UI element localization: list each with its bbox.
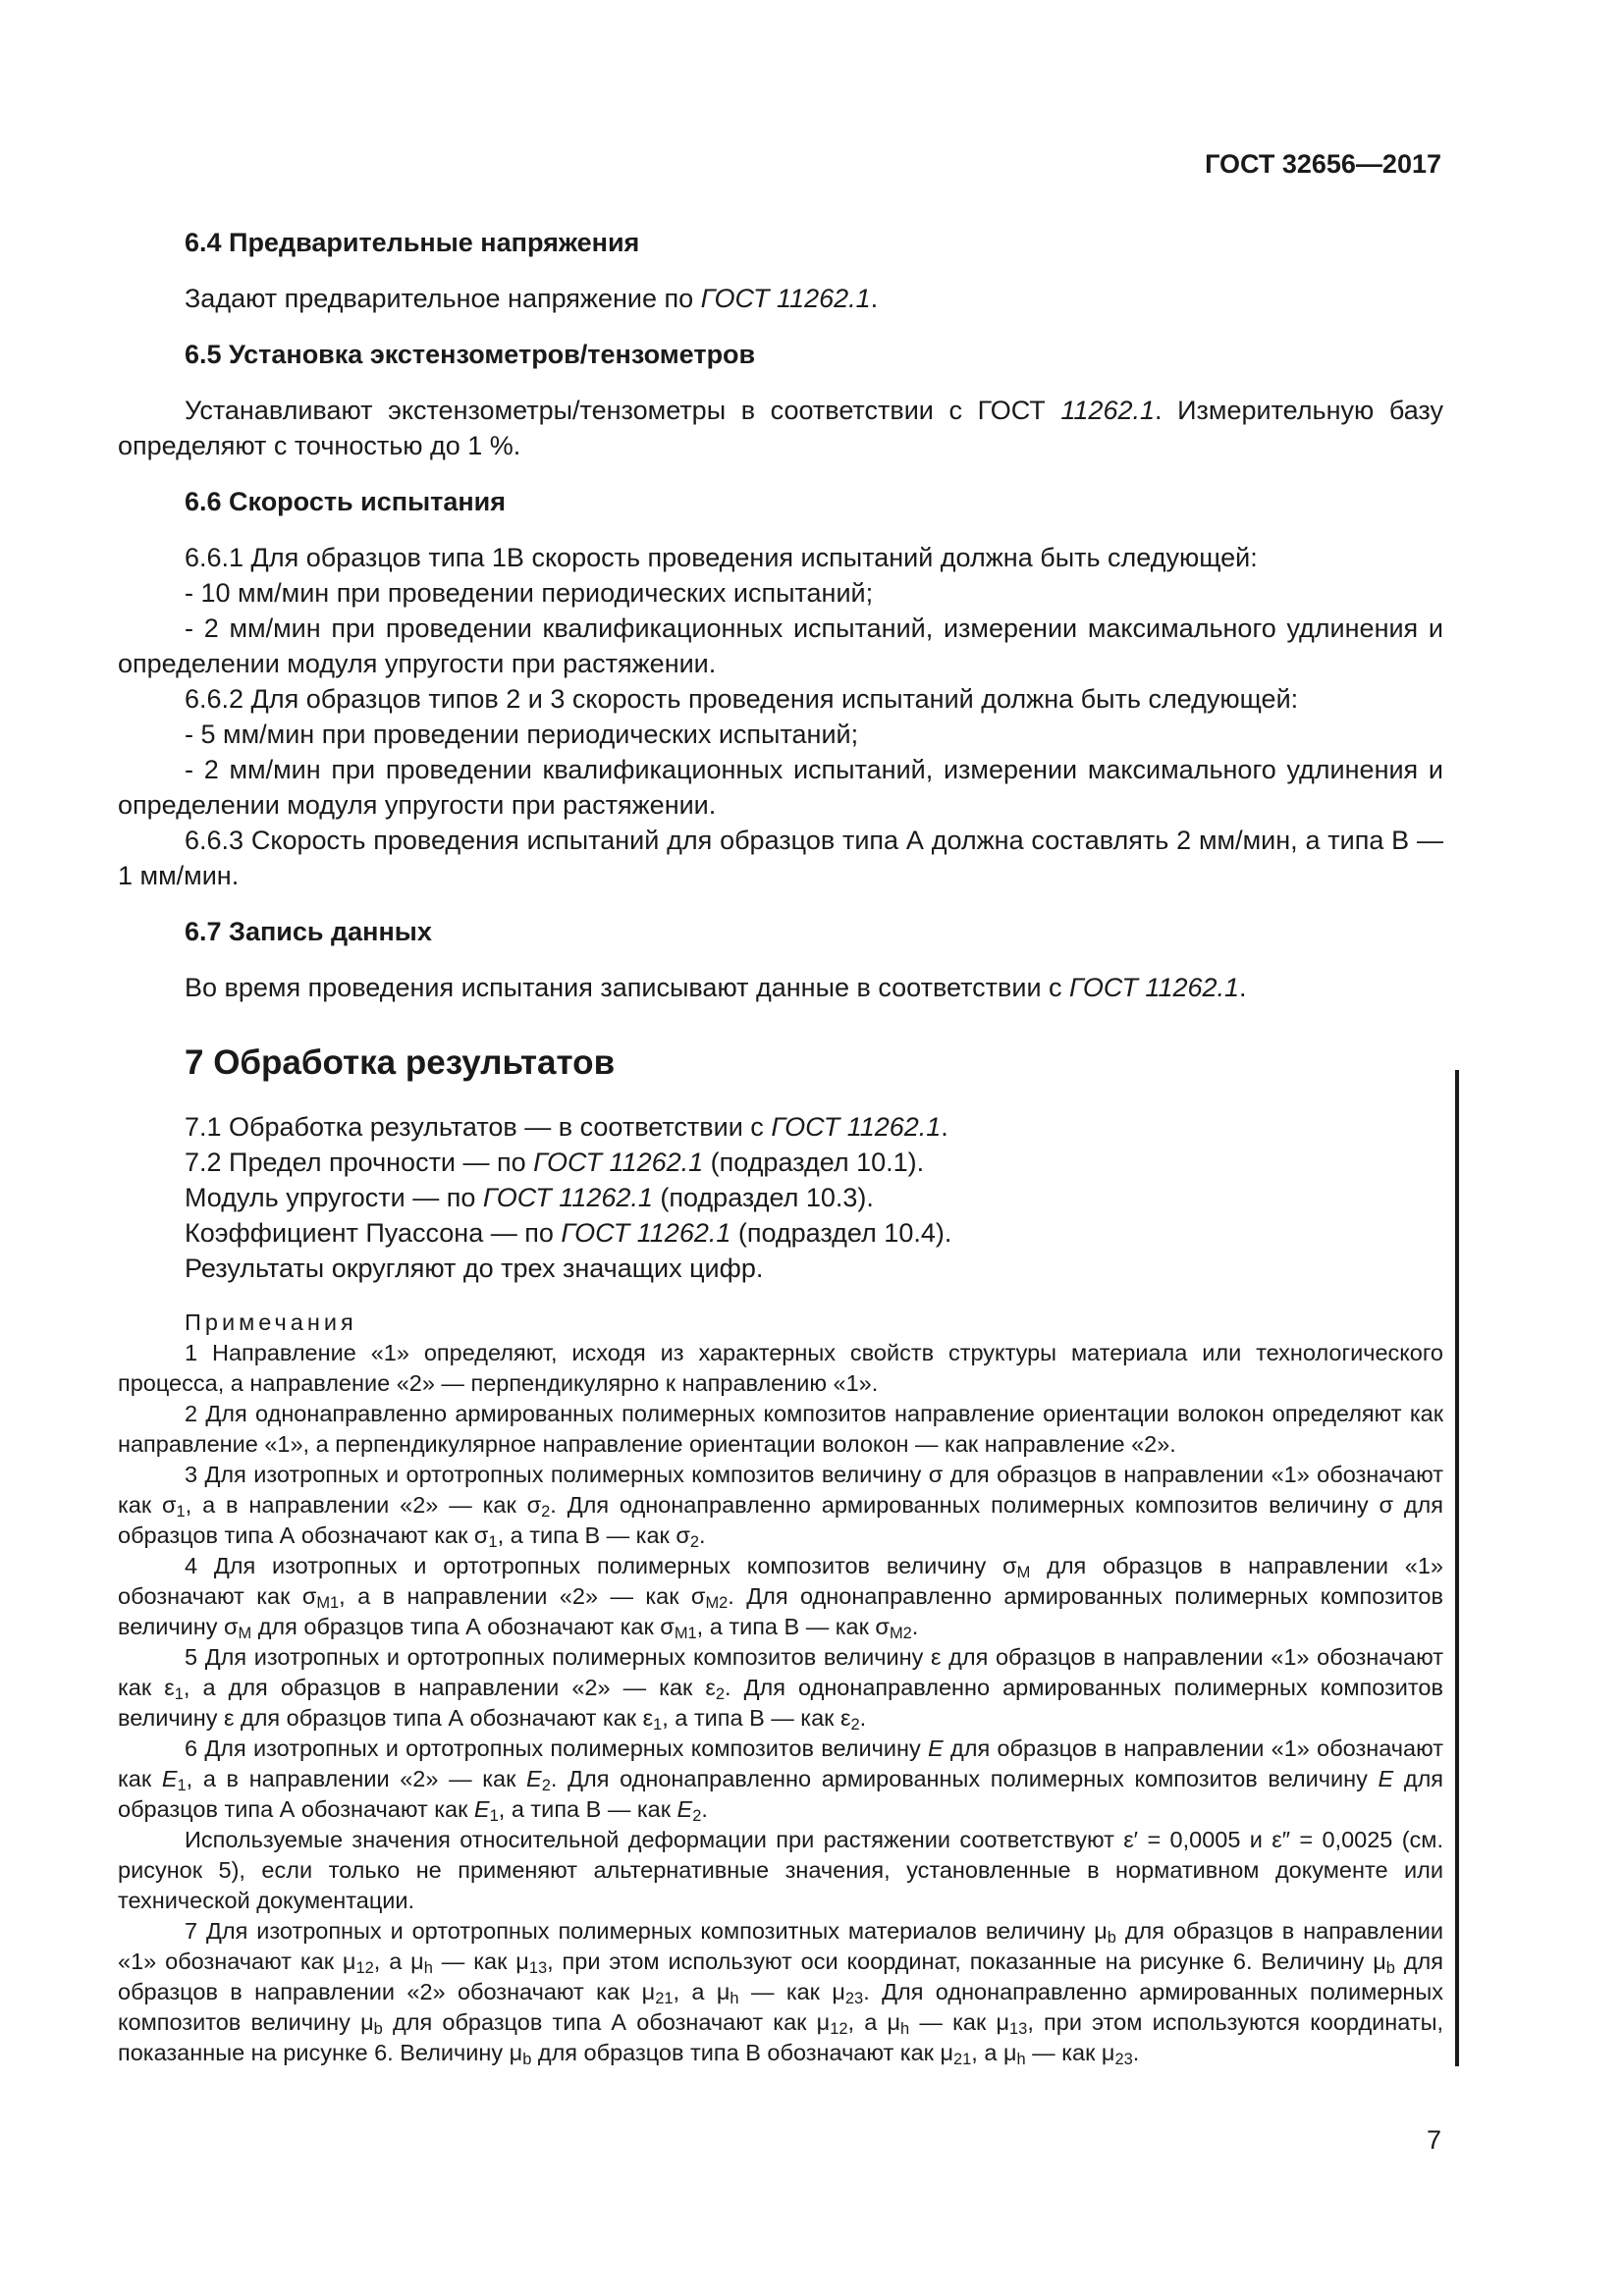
section-6-4-title: 6.4 Предварительные напряжения <box>185 228 640 257</box>
para-modulus <box>118 1180 1443 1215</box>
text: , а μ <box>971 2040 1017 2065</box>
text: — как μ <box>432 1949 529 1974</box>
text: . <box>1239 973 1247 1002</box>
variable: E <box>526 1766 542 1791</box>
text: Устанавливают экстензометры/тензометры в соответствии с ГОСТ <box>185 396 1061 425</box>
note-2: 2 Для однонаправленно армированных полимерных композитов направление ориентации волокон определяют как направление «1», а перпендикулярное направление ориентации волокон — как направление «2». <box>118 1401 1443 1457</box>
list-item: - 2 мм/мин при проведении квалификационных испытаний, измерении максимального удлинения и определении модуля упругости при растяжении. <box>118 755 1443 820</box>
note-6 <box>118 1734 1443 1825</box>
subscript: h <box>730 1990 739 2008</box>
text: 5 Для изотропных и ортотропных полимерных композитов величину ε для образцов в направлении «1» обозначают как ε <box>118 1644 1443 1700</box>
text: 7 Для изотропных и ортотропных полимерных композитных материалов величину μ <box>185 1918 1108 1944</box>
variable: E <box>161 1766 178 1791</box>
text: (подраздел 10.1). <box>703 1148 925 1177</box>
para-6-6-1: 6.6.1 Для образцов типа 1В скорость проведения испытаний должна быть следующей: <box>185 543 1258 572</box>
text: , а типа В — как ε <box>662 1705 851 1731</box>
subscript: h <box>423 1959 433 1978</box>
subscript: 1 <box>174 1685 184 1704</box>
list-item: - 10 мм/мин при проведении периодических испытаний; <box>185 578 874 608</box>
document-id: ГОСТ 32656—2017 <box>1205 149 1441 179</box>
subscript: b <box>1107 1929 1116 1948</box>
text: , а для образцов в направлении «2» — как ε <box>183 1675 716 1700</box>
text: , а μ <box>847 2009 901 2035</box>
para-poisson <box>118 1215 1443 1251</box>
text: . <box>701 1796 708 1822</box>
subscript: M1 <box>316 1594 340 1613</box>
subscript: M2 <box>705 1594 729 1613</box>
para-6-6-2: 6.6.2 Для образцов типов 2 и 3 скорость проведения испытаний должна быть следующей: <box>185 684 1299 714</box>
subscript: 21 <box>953 2051 972 2069</box>
subscript: 2 <box>850 1716 860 1735</box>
variable: E <box>473 1796 490 1822</box>
text: 4 Для изотропных и ортотропных полимерных композитов величину σ <box>185 1553 1017 1578</box>
subscript: 23 <box>844 1990 864 2008</box>
text: 6 Для изотропных и ортотропных полимерных композитов величину <box>185 1735 929 1761</box>
text: . <box>1132 2040 1140 2065</box>
text: для образцов в направлении «1» обозначают как μ <box>118 1918 1443 1974</box>
subscript: 1 <box>489 1807 499 1826</box>
text: — как μ <box>1025 2040 1115 2065</box>
subscript: b <box>1385 1959 1395 1978</box>
text: 7.2 Предел прочности — по <box>185 1148 534 1177</box>
standard-ref: ГОСТ 11262.1 <box>561 1218 731 1248</box>
note-5 <box>118 1642 1443 1734</box>
page-number: 7 <box>1426 2125 1441 2155</box>
text: — как μ <box>909 2009 1010 2035</box>
subscript: 2 <box>692 1807 702 1826</box>
text: , а типа В — как σ <box>497 1522 690 1548</box>
standard-ref: ГОСТ 11262.1 <box>533 1148 704 1177</box>
text: , а μ <box>673 1979 730 2004</box>
list-item: - 5 мм/мин при проведении периодических испытаний; <box>185 720 859 749</box>
subscript: b <box>522 2051 532 2069</box>
text: для образцов типа А обозначают как μ <box>382 2009 831 2035</box>
text: . Для однонаправленно армированных полимерных композитов величину <box>550 1766 1379 1791</box>
subscript: 13 <box>528 1959 548 1978</box>
subscript: 2 <box>541 1503 551 1522</box>
subscript: 12 <box>355 1959 374 1978</box>
variable: E <box>676 1796 693 1822</box>
text: , а в направлении «2» — как σ <box>185 1492 542 1518</box>
text: 3 Для изотропных и ортотропных полимерных композитов величину σ для образцов в направлении «1» обозначают как σ <box>118 1462 1443 1518</box>
subscript: 13 <box>1009 2020 1028 2039</box>
text: Во время проведения испытания записывают данные в соответствии с <box>185 973 1070 1002</box>
text: . Для однонаправленно армированных полимерных композитов величину μ <box>118 1979 1444 2035</box>
subscript: 12 <box>830 2020 848 2039</box>
text: . <box>699 1522 706 1548</box>
variable: E <box>1378 1766 1394 1791</box>
subscript: 1 <box>176 1503 186 1522</box>
subscript: M2 <box>889 1625 912 1643</box>
text: . <box>870 284 879 313</box>
text: для образцов в направлении «1» обозначают как σ <box>118 1553 1443 1609</box>
text: . <box>941 1112 948 1142</box>
change-bar <box>1455 1070 1459 2066</box>
text: , а μ <box>373 1949 424 1974</box>
text: для образцов типа А обозначают как <box>118 1766 1444 1822</box>
text: — как μ <box>738 1979 845 2004</box>
text: . Для однонаправленно армированных полимерных композитов величину ε для образцов типа А обозначают как ε <box>118 1675 1443 1731</box>
text: , а в направлении «2» — как σ <box>339 1583 706 1609</box>
note-3 <box>118 1460 1443 1551</box>
text: . Для однонаправленно армированных полимерных композитов величину σ <box>118 1583 1443 1639</box>
subscript: M1 <box>674 1625 697 1643</box>
variable: E <box>928 1735 944 1761</box>
note-4 <box>118 1551 1443 1642</box>
notes-heading: Примечания <box>185 1309 357 1335</box>
subscript: h <box>1016 2051 1026 2069</box>
standard-ref: ГОСТ 11262.1 <box>482 1183 653 1212</box>
section-6-7-text <box>118 970 1443 1005</box>
standard-ref: ГОСТ 11262.1 <box>771 1112 942 1142</box>
subscript: 2 <box>541 1777 551 1795</box>
note-1: 1 Направление «1» определяют, исходя из характерных свойств структуры материала или технологического процесса, а направление «2» — перпендикулярно к направлению «1». <box>118 1340 1443 1396</box>
text: , а в направлении «2» — как <box>186 1766 527 1791</box>
text: для образцов в направлении «2» обозначают как μ <box>118 1949 1443 2004</box>
standard-ref: ГОСТ 11262.1 <box>1069 973 1240 1002</box>
text: 7.1 Обработка результатов — в соответствии с <box>185 1112 772 1142</box>
text: Модуль упругости — по <box>185 1183 483 1212</box>
subscript: h <box>900 2020 910 2039</box>
list-item: - 2 мм/мин при проведении квалификационных испытаний, измерении максимального удлинения и определении модуля упругости при растяжении. <box>118 614 1443 678</box>
note-7 <box>118 1916 1443 2068</box>
section-6-5-text <box>118 393 1443 463</box>
subscript: M <box>238 1625 252 1643</box>
para-7-1 <box>118 1109 1443 1145</box>
subscript: b <box>373 2020 383 2039</box>
subscript: 1 <box>488 1533 498 1552</box>
subscript: 1 <box>177 1777 187 1795</box>
para-rounding: Результаты округляют до трех значащих цифр. <box>185 1254 764 1283</box>
text: , а типа В — как <box>498 1796 677 1822</box>
text: . <box>911 1614 919 1639</box>
section-6-4-text <box>118 281 1443 316</box>
standard-ref: 11262.1 <box>1060 396 1156 425</box>
subscript: M <box>1016 1564 1031 1582</box>
standard-ref: ГОСТ 11262.1 <box>700 284 871 313</box>
text: , при этом используют оси координат, показанные на рисунке 6. Величину μ <box>547 1949 1386 1974</box>
text: для образцов типа В обозначают как μ <box>531 2040 953 2065</box>
text: Коэффициент Пуассона — по <box>185 1218 562 1248</box>
page-body <box>118 226 1443 2068</box>
section-6-5-title: 6.5 Установка экстензометров/тензометров <box>185 340 756 369</box>
text: (подраздел 10.4). <box>730 1218 952 1248</box>
section-7-title: 7 Обработка результатов <box>185 1043 616 1082</box>
note-6-strain-values: Используемые значения относительной деформации при растяжении соответствуют ε′ = 0,0005 и ε″ = 0,0025 (см. рисунок 5), если только не применяют альтернативные значения, установленные в нормативном документе или технической документации. <box>118 1827 1443 1913</box>
para-7-2 <box>118 1145 1443 1180</box>
para-6-6-3: 6.6.3 Скорость проведения испытаний для образцов типа А должна составлять 2 мм/мин, а типа В — 1 мм/мин. <box>118 826 1443 890</box>
text: . <box>859 1705 867 1731</box>
text: для образцов типа А обозначают как σ <box>251 1614 675 1639</box>
text: для образцов в направлении «1» обозначают как <box>118 1735 1443 1791</box>
subscript: 2 <box>689 1533 700 1552</box>
text: (подраздел 10.3). <box>652 1183 874 1212</box>
text: Задают предварительное напряжение по <box>185 284 701 313</box>
subscript: 2 <box>715 1685 726 1704</box>
subscript: 1 <box>653 1716 663 1735</box>
section-6-7-title: 6.7 Запись данных <box>185 917 432 946</box>
subscript: 21 <box>655 1990 674 2008</box>
text: . Измерительную базу определяют с точностью до 1 %. <box>118 396 1443 460</box>
section-6-6-title: 6.6 Скорость испытания <box>185 487 507 516</box>
subscript: 23 <box>1114 2051 1133 2069</box>
text: . Для однонаправленно армированных полимерных композитов величину σ для образцов типа А обозначают как σ <box>118 1492 1443 1548</box>
text: , а типа В — как σ <box>696 1614 890 1639</box>
text: , при этом используются координаты, показанные на рисунке 6. Величину μ <box>118 2009 1444 2065</box>
